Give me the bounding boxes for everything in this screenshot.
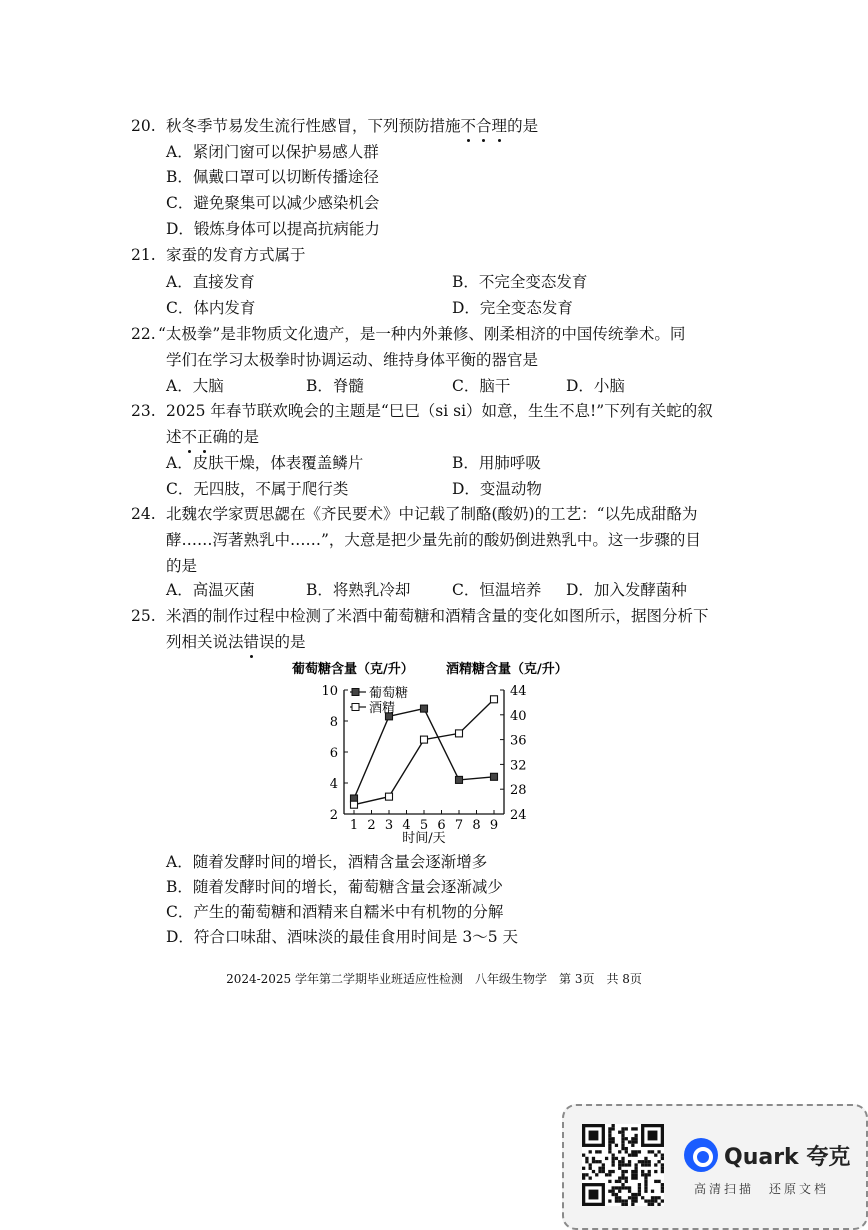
chart-tick-label-right: 24	[510, 808, 527, 823]
q24-option-b: B．将熟乳冷却	[306, 581, 411, 599]
chart-series-line-1	[354, 709, 494, 799]
q20-number: 20.	[131, 117, 156, 135]
q24-option-a: A．高温灭菌	[166, 581, 255, 599]
chart-tick-label-x: 8	[472, 818, 481, 833]
chart-tick-label-left: 2	[329, 808, 338, 823]
q25-option-c: C．产生的葡萄糖和酒精来自糯米中有机物的分解	[166, 903, 504, 921]
chart-tick-label-left: 6	[329, 746, 338, 761]
q20-stem-text: 秋冬季节易发生流行性感冒，下列预防措施	[166, 117, 461, 135]
q23-number: 23.	[131, 402, 156, 420]
q25-stem-line2	[166, 632, 306, 652]
page-footer: 2024-2025 学年第二学期毕业班适应性检测 八年级生物学 第 3页 共 8页	[226, 972, 642, 986]
q20-option-c: C．避免聚集可以减少感染机会	[166, 194, 380, 212]
q24-option-d: D．加入发酵菌种	[566, 581, 687, 599]
q20-emph-1: 不	[460, 117, 477, 135]
chart-point-2	[351, 801, 358, 808]
q24-stem-line1: 北魏农学家贾思勰在《齐民要术》中记载了制酪(酸奶)的工艺：“以先成甜酪为	[166, 505, 698, 523]
glucose-alcohol-chart	[278, 656, 598, 856]
q24-option-c: C．恒温培养	[452, 581, 542, 599]
chart-tick-label-left: 10	[321, 684, 338, 699]
qr-code-icon	[582, 1124, 664, 1206]
quark-brand: Quark 夸克	[724, 1145, 851, 1170]
chart-tick-label-right: 32	[510, 758, 527, 774]
q22-option-d: D．小脑	[566, 377, 625, 395]
q21-option-a: A．直接发育	[166, 273, 255, 291]
q20-option-b: B．佩戴口罩可以切断传播途径	[166, 168, 379, 186]
q21-option-d: D．完全变态发育	[452, 299, 573, 317]
q20-stem	[166, 116, 538, 136]
chart-tick-label-x: 9	[489, 818, 499, 833]
q24-number: 24.	[131, 505, 156, 523]
q24-stem-line2: 酵……泻著熟乳中……”，大意是把少量先前的酸奶倒进熟乳中。这一步骤的目	[166, 531, 701, 549]
chart-legend-marker	[352, 689, 359, 696]
chart-point-2	[421, 736, 428, 743]
q25-option-a: A．随着发酵时间的增长，酒精含量会逐渐增多	[166, 853, 488, 871]
q25-stem-a: 列相关说法	[166, 633, 244, 651]
q20-emph-2: 合	[476, 117, 492, 135]
chart-tick-label-x: 5	[419, 818, 429, 833]
chart-point-1	[491, 773, 498, 780]
q20-option-a: A．紧闭门窗可以保护易感人群	[166, 143, 379, 161]
q24-stem-line3: 的是	[166, 557, 198, 575]
q21-stem: 家蚕的发育方式属于	[166, 246, 306, 264]
chart-point-2	[456, 730, 463, 737]
q22-stem-line1: “太极拳”是非物质文化遗产，是一种内外兼修、刚柔相济的中国传统拳术。同	[158, 325, 686, 343]
q23-stem-line2	[166, 427, 259, 447]
chart-legend-label: 酒精	[369, 701, 396, 716]
q23-stem-line1: 2025 年春节联欢晚会的主题是“巳巳（si si）如意，生生不息!”下列有关蛇的叙	[166, 402, 713, 420]
chart-tick-label-x: 3	[384, 818, 394, 833]
q22-number: 22.	[131, 325, 156, 343]
chart-point-1	[421, 705, 428, 712]
quark-logo-icon	[684, 1138, 718, 1172]
q21-number: 21.	[131, 246, 156, 264]
q20-stem-end: 的是	[507, 117, 539, 135]
q21-option-c: C．体内发育	[166, 299, 256, 317]
chart-ylabel-right: 酒精糖含量（克/升）	[446, 662, 568, 677]
q23-option-d: D．变温动物	[452, 480, 542, 498]
chart-tick-label-left: 4	[329, 777, 338, 792]
quark-tagline: 高清扫描 还原文档	[694, 1182, 830, 1196]
chart-tick-label-right: 44	[510, 684, 527, 699]
chart-legend-label: 葡萄糖	[369, 686, 409, 701]
q23-stem-b: 确的是	[212, 428, 260, 446]
chart-point-2	[386, 793, 393, 800]
q22-option-b: B．脊髓	[306, 377, 364, 395]
q25-emph-1: 错	[243, 633, 260, 651]
chart-legend-marker	[352, 704, 359, 711]
q23-option-a: A．皮肤干燥，体表覆盖鳞片	[166, 454, 364, 472]
chart-xlabel: 时间/天	[402, 831, 446, 846]
chart-plot-area	[321, 684, 526, 833]
q23-emph-2: 正	[197, 428, 213, 446]
chart-tick-label-right: 36	[510, 733, 527, 749]
chart-tick-label-x: 6	[437, 818, 446, 833]
q25-number: 25.	[131, 607, 156, 625]
chart-point-2	[491, 696, 498, 703]
q25-stem-b: 误的是	[259, 633, 306, 651]
chart-point-1	[456, 776, 463, 783]
chart-tick-label-x: 4	[402, 818, 411, 833]
q23-option-b: B．用肺呼吸	[452, 454, 541, 472]
q23-stem-a: 述	[166, 428, 182, 446]
chart-tick-label-left: 8	[329, 715, 338, 730]
q25-option-d: D．符合口味甜、酒味淡的最佳食用时间是 3～5 天	[166, 928, 519, 946]
q23-emph-1: 不	[181, 428, 198, 446]
chart-tick-label-x: 1	[349, 818, 359, 833]
q21-option-b: B．不完全变态发育	[452, 273, 588, 291]
q20-emph-3: 理	[491, 117, 508, 135]
q20-option-d: D．锻炼身体可以提高抗病能力	[166, 220, 380, 238]
q22-option-a: A．大脑	[166, 377, 224, 395]
q23-option-c: C．无四肢，不属于爬行类	[166, 480, 349, 498]
q25-stem-line1: 米酒的制作过程中检测了米酒中葡萄糖和酒精含量的变化如图所示，据图分析下	[166, 607, 709, 625]
chart-ylabel-left: 葡萄糖含量（克/升）	[292, 662, 414, 677]
chart-tick-label-x: 2	[367, 818, 376, 833]
chart-tick-label-right: 40	[510, 708, 527, 724]
chart-tick-label-x: 7	[454, 818, 464, 833]
chart-tick-label-right: 28	[510, 783, 527, 799]
q22-option-c: C．脑干	[452, 377, 511, 395]
q25-option-b: B．随着发酵时间的增长，葡萄糖含量会逐渐减少	[166, 878, 503, 896]
q22-stem-line2: 学们在学习太极拳时协调运动、维持身体平衡的器官是	[166, 351, 539, 369]
